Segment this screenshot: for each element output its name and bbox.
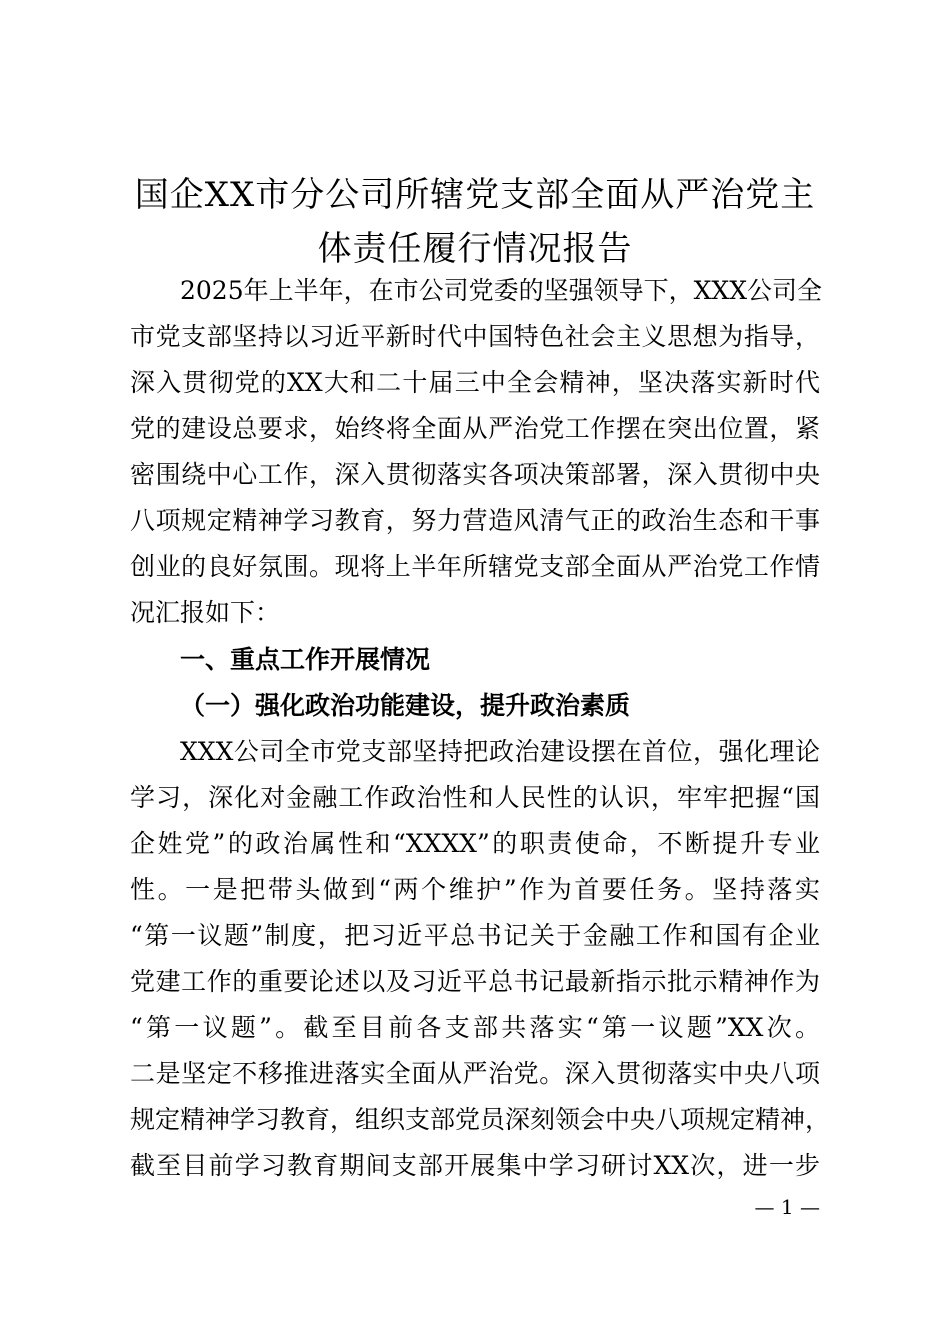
body-line: 规定精神学习教育，组织支部党员深刻领会中央八项规定精神， [130, 1105, 831, 1134]
body-line: “第一议题”。截至目前各支部共落实“第一议题”XX次。 [130, 1013, 820, 1042]
intro-line: 创业的良好氛围。现将上半年所辖党支部全面从严治党工作情 [130, 552, 820, 581]
body-line: 二是坚定不移推进落实全面从严治党。深入贯彻落实中央八项 [130, 1059, 820, 1088]
body-line: 企姓党”的政治属性和“XXXX”的职责使命，不断提升专业 [130, 829, 820, 858]
intro-line: 市党支部坚持以习近平新时代中国特色社会主义思想为指导， [130, 322, 820, 351]
intro-line: 密围绕中心工作，深入贯彻落实各项决策部署，深入贯彻中央 [130, 460, 820, 489]
title-line-2: 体责任履行情况报告 [317, 229, 633, 269]
subsection-heading: （一）强化政治功能建设，提升政治素质 [180, 691, 631, 720]
document-title [120, 168, 830, 276]
intro-line: 八项规定精神学习教育，努力营造风清气正的政治生态和干事 [130, 506, 820, 535]
intro-line: 深入贯彻党的XX大和二十届三中全会精神，坚决落实新时代 [130, 368, 820, 397]
intro-line: 党的建设总要求，始终将全面从严治党工作摆在突出位置，紧 [130, 414, 820, 443]
body-line: 性。一是把带头做到“两个维护”作为首要任务。坚持落实 [130, 875, 820, 904]
body-line: 学习，深化对金融工作政治性和人民性的认识，牢牢把握“国 [130, 783, 820, 812]
body-line: “第一议题”制度，把习近平总书记关于金融工作和国有企业 [130, 921, 820, 950]
title-line-1: 国企XX市分公司所辖党支部全面从严治党主 [134, 175, 816, 215]
body-line: XXX公司全市党支部坚持把政治建设摆在首位，强化理论 [180, 737, 820, 766]
body-line: 党建工作的重要论述以及习近平总书记最新指示批示精神作为 [130, 967, 820, 996]
body-line: 截至目前学习教育期间支部开展集中学习研讨XX次，进一步 [130, 1151, 820, 1180]
intro-line: 2025年上半年，在市公司党委的坚强领导下，XXX公司全 [180, 276, 823, 305]
intro-line: 况汇报如下： [130, 598, 281, 627]
section-heading: 一、重点工作开展情况 [180, 645, 431, 674]
page-number: — 1 — [754, 1195, 820, 1219]
